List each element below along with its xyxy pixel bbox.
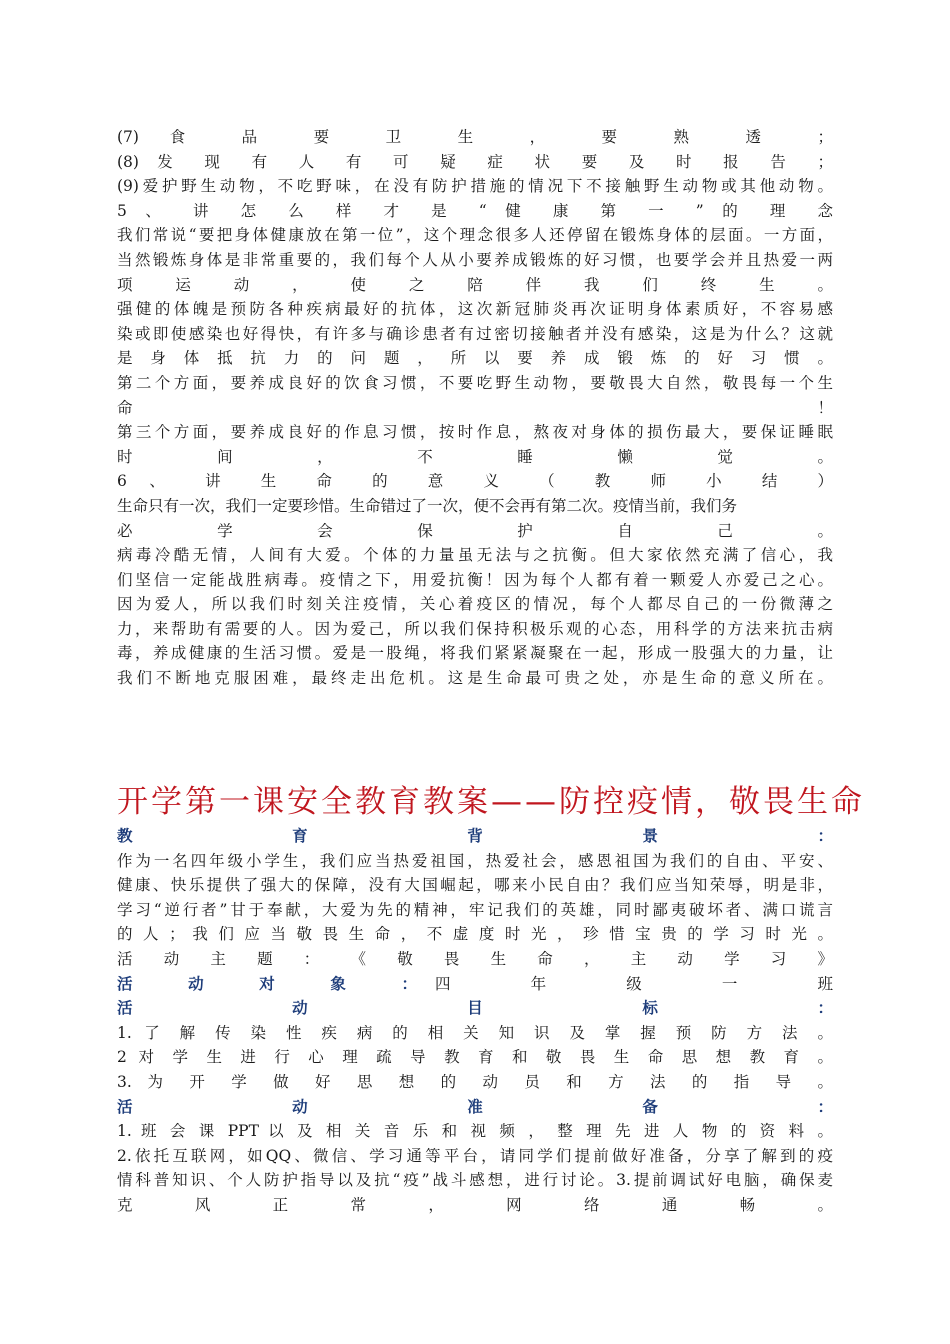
- text-line: 们坚信一定能战胜病毒。疫情之下，用爱抗衡！因为每个人都有着一颗爱人亦爱己之心。: [117, 570, 833, 589]
- text-line: 6 、 讲 生 命 的 意 义 （ 教 师 小 结 ）: [117, 472, 833, 491]
- text-line: 作为一名四年级小学生，我们应当热爱祖国，热爱社会，感恩祖国为我们的自由、平安、: [117, 851, 833, 870]
- text-line: 我们不断地克服困难，最终走出危机。这是生命最可贵之处，亦是生命的意义所在。: [117, 669, 833, 688]
- text-line: 毒，养成健康的生活习惯。爱是一股绳，将我们紧紧凝聚在一起，形成一股强大的力量，让: [117, 644, 833, 663]
- text-line: 学习“逆行者”甘于奉献，大爱为先的精神，牢记我们的英雄，同时鄙夷破坏者、满口谎言: [117, 900, 833, 919]
- text-line: 项 运 动 ， 使 之 陪 伴 我 们 终 生 。: [117, 275, 833, 294]
- text-line: 我们常说“要把身体健康放在第一位”，这个理念很多人还停留在锻炼身体的层面。一方面，: [117, 226, 833, 245]
- text-line: 力，来帮助有需要的人。因为爱己，所以我们保持积极乐观的心态，用科学的方法来抗击病: [117, 619, 833, 638]
- text-line: 克 风 正 常 ， 网 络 通 畅 。: [117, 1195, 833, 1214]
- text-line: 活 动 主 题 ： 《 敬 畏 生 命 ， 主 动 学 习 》: [117, 949, 833, 968]
- text-line: 命 ！: [117, 398, 833, 417]
- text-line: 强健的体魄是预防各种疾病最好的抗体，这次新冠肺炎再次证明身体素质好，不容易感: [117, 300, 833, 319]
- text-line: 生命只有一次，我们一定要珍惜。生命错过了一次，便不会再有第二次。疫情当前，我们务: [117, 496, 738, 515]
- text-line: 因为爱人，所以我们时刻关注疫情，关心着疫区的情况，每个人都尽自己的一份微薄之: [117, 595, 833, 614]
- text-line: (9)爱护野生动物，不吃野味，在没有防护措施的情况下不接触野生动物或其他动物。: [117, 177, 833, 196]
- text-line: 的 人 ； 我 们 应 当 敬 畏 生 命 ， 不 虚 度 时 光 ， 珍 惜 宝 贵 的 学 习 时 光 。: [117, 925, 833, 944]
- text-line: 2.依托互联网，如QQ、微信、学习通等平台，请同学们提前做好准备，分享了解到的疫: [117, 1146, 833, 1165]
- text-line: 1. 了 解 传 染 性 疾 病 的 相 关 知 识 及 掌 握 预 防 方 法 。: [117, 1023, 833, 1042]
- text-line: 1. 班 会 课 PPT 以 及 相 关 音 乐 和 视 频 ， 整 理 先 进 人 物 的 资 料 。: [117, 1122, 833, 1141]
- activity-target-value: 四 年 级 一 班: [435, 974, 833, 993]
- section-lesson-plan: [117, 824, 833, 1218]
- text-line: 染或即使感染也好得快，有许多与确诊患者有过密切接触者并没有感染，这是为什么？这就: [117, 324, 833, 343]
- section-heading: 教 育 背 景 ：: [117, 826, 833, 845]
- section-safety-notes: [117, 125, 833, 691]
- section-heading: 活 动 目 标 ：: [117, 998, 833, 1018]
- text-line: 3. 为 开 学 做 好 思 想 的 动 员 和 方 法 的 指 导 。: [117, 1072, 833, 1091]
- text-line: (8) 发 现 有 人 有 可 疑 症 状 要 及 时 报 告 ；: [117, 152, 833, 171]
- text-line: [117, 972, 833, 997]
- text-line: 必 学 会 保 护 自 己 。: [117, 521, 833, 540]
- text-line: 时 间 ， 不 睡 懒 觉 。: [117, 447, 833, 466]
- text-line: 当然锻炼身体是非常重要的，我们每个人从小要养成锻炼的好习惯，也要学会并且热爱一两: [117, 250, 833, 269]
- activity-target-label: 活 动 对 象 ：: [117, 973, 417, 993]
- text-line: 健康、快乐提供了强大的保障，没有大国崛起，哪来小民自由？我们应当知荣辱，明是非，: [117, 876, 833, 895]
- text-line: 第二个方面，要养成良好的饮食习惯，不要吃野生动物，要敬畏大自然，敬畏每一个生: [117, 373, 833, 392]
- text-line: 5 、 讲 怎 么 样 才 是 “ 健 康 第 一 ” 的 理 念: [117, 201, 833, 220]
- text-line: 是 身 体 抵 抗 力 的 问 题 ， 所 以 要 养 成 锻 炼 的 好 习 惯 。: [117, 349, 833, 368]
- text-line: (7) 食 品 要 卫 生 ， 要 熟 透 ；: [117, 128, 833, 146]
- text-line: 病毒冷酷无情，人间有大爱。个体的力量虽无法与之抗衡。但大家依然充满了信心，我: [117, 546, 833, 565]
- text-line: 2 对 学 生 进 行 心 理 疏 导 教 育 和 敬 畏 生 命 思 想 教 育 。: [117, 1048, 833, 1067]
- section-heading: 活 动 准 备 ：: [117, 1096, 833, 1116]
- lesson-plan-title: 开学第一课安全教育教案——防控疫情，敬畏生命: [117, 784, 865, 820]
- text-line: 情科普知识、个人防护指导以及抗“疫”战斗感想，进行讨论。3.提前调试好电脑，确保麦: [117, 1171, 833, 1190]
- text-line: 第三个方面，要养成良好的作息习惯，按时作息，熬夜对身体的损伤最大，要保证睡眠: [117, 423, 833, 442]
